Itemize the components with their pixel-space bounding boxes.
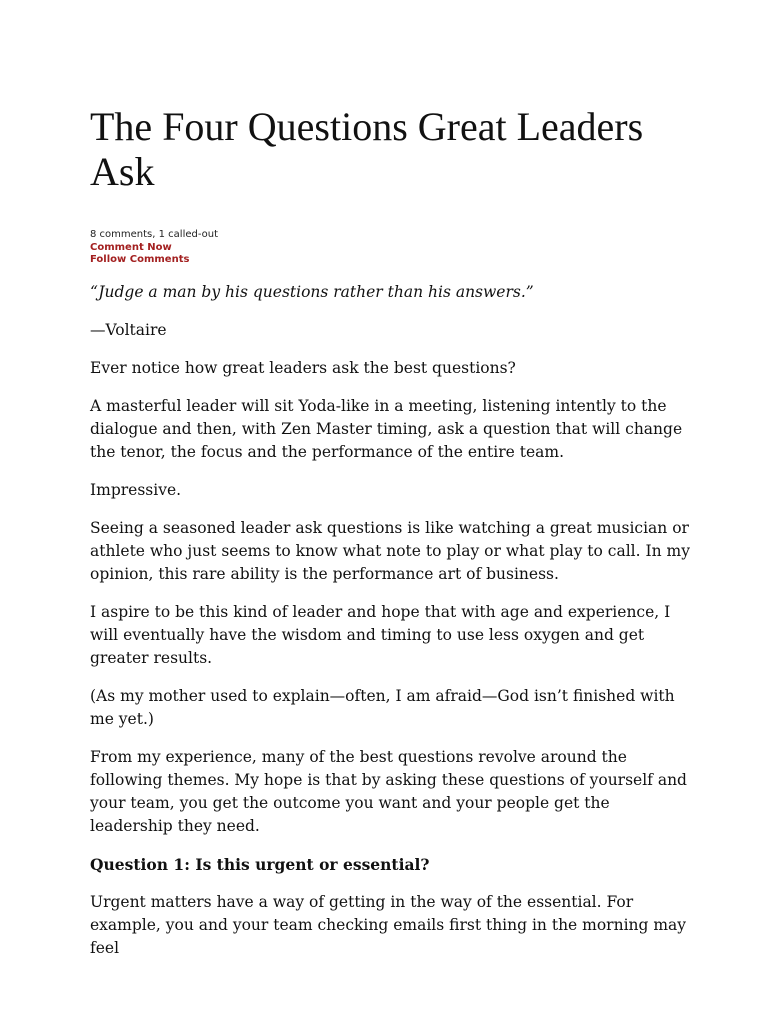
article-meta: [90, 229, 218, 267]
epigraph-quote: “Judge a man by his questions rather than his answers.”: [90, 283, 534, 301]
paragraph: Seeing a seasoned leader ask questions is like watching a great musician or athlete who just seems to know what note to play or what play to call. In my opinion, this rare ability is the performance art of business.: [90, 519, 690, 583]
paragraph: (As my mother used to explain—often, I am afraid—God isn’t finished with me yet.): [90, 687, 675, 728]
paragraph: Impressive.: [90, 481, 182, 499]
comments-count: 8 comments, 1 called-out: [90, 229, 219, 240]
paragraph: Ever notice how great leaders ask the best questions?: [90, 359, 516, 377]
follow-comments-link[interactable]: Follow Comments: [90, 254, 190, 265]
paragraph: Urgent matters have a way of getting in the way of the essential. For example, you and your team checking emails first thing in the morning may feel: [90, 893, 687, 957]
paragraph: A masterful leader will sit Yoda-like in a meeting, listening intently to the dialogue and then, with Zen Master timing, ask a question that will change the tenor, the focus and the performance of the entire team.: [90, 397, 683, 461]
article-body: [90, 281, 690, 975]
section-heading: Question 1: Is this urgent or essential?: [90, 855, 430, 874]
epigraph-attribution: —Voltaire: [90, 321, 167, 339]
paragraph: From my experience, many of the best questions revolve around the following themes. My hope is that by asking these questions of yourself and your team, you get the outcome you want and your people get the leadership they need.: [90, 748, 687, 835]
comment-now-link[interactable]: Comment Now: [90, 241, 172, 253]
paragraph: I aspire to be this kind of leader and hope that with age and experience, I will eventually have the wisdom and timing to use less oxygen and get greater results.: [90, 603, 671, 667]
article-title: The Four Questions Great Leaders Ask: [90, 104, 644, 194]
